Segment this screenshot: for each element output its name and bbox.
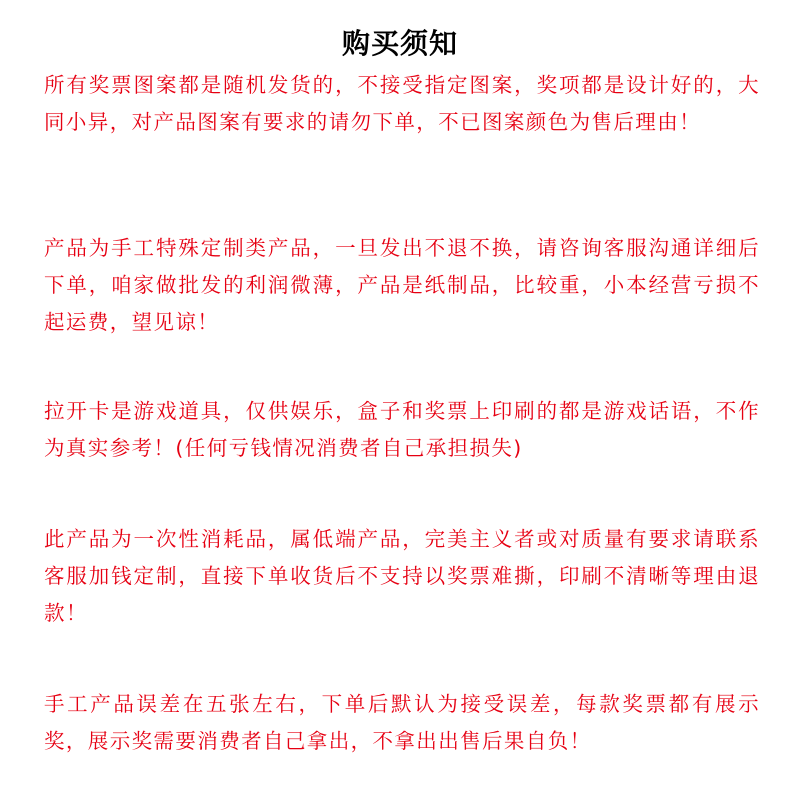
notice-entertainment-only: 拉开卡是游戏道具，仅供娱乐，盒子和奖票上印刷的都是游戏话语，不作为真实参考！(任何亏钱情况消费者自己承担损失): [44, 399, 760, 460]
page-title: 购买须知: [341, 27, 458, 60]
notice-random-pattern: 所有奖票图案都是随机发货的，不接受指定图案，奖项都是设计好的，大同小异，对产品图案有要求的请勿下单，不已图案颜色为售后理由！: [44, 73, 760, 134]
notice-handmade-tolerance: 手工产品误差在五张左右，下单后默认为接受误差，每款奖票都有展示奖，展示奖需要消费者自己拿出，不拿出出售后果自负！: [44, 692, 760, 753]
notice-no-return: 产品为手工特殊定制类产品，一旦发出不退不换，请咨询客服沟通详细后下单，咱家做批发的利润微薄，产品是纸制品，比较重，小本经营亏损不起运费，望见谅！: [44, 236, 760, 334]
notice-disposable-product: 此产品为一次性消耗品，属低端产品，完美主义者或对质量有要求请联系客服加钱定制，直接下单收货后不支持以奖票难撕，印刷不清晰等理由退款！: [44, 527, 760, 625]
